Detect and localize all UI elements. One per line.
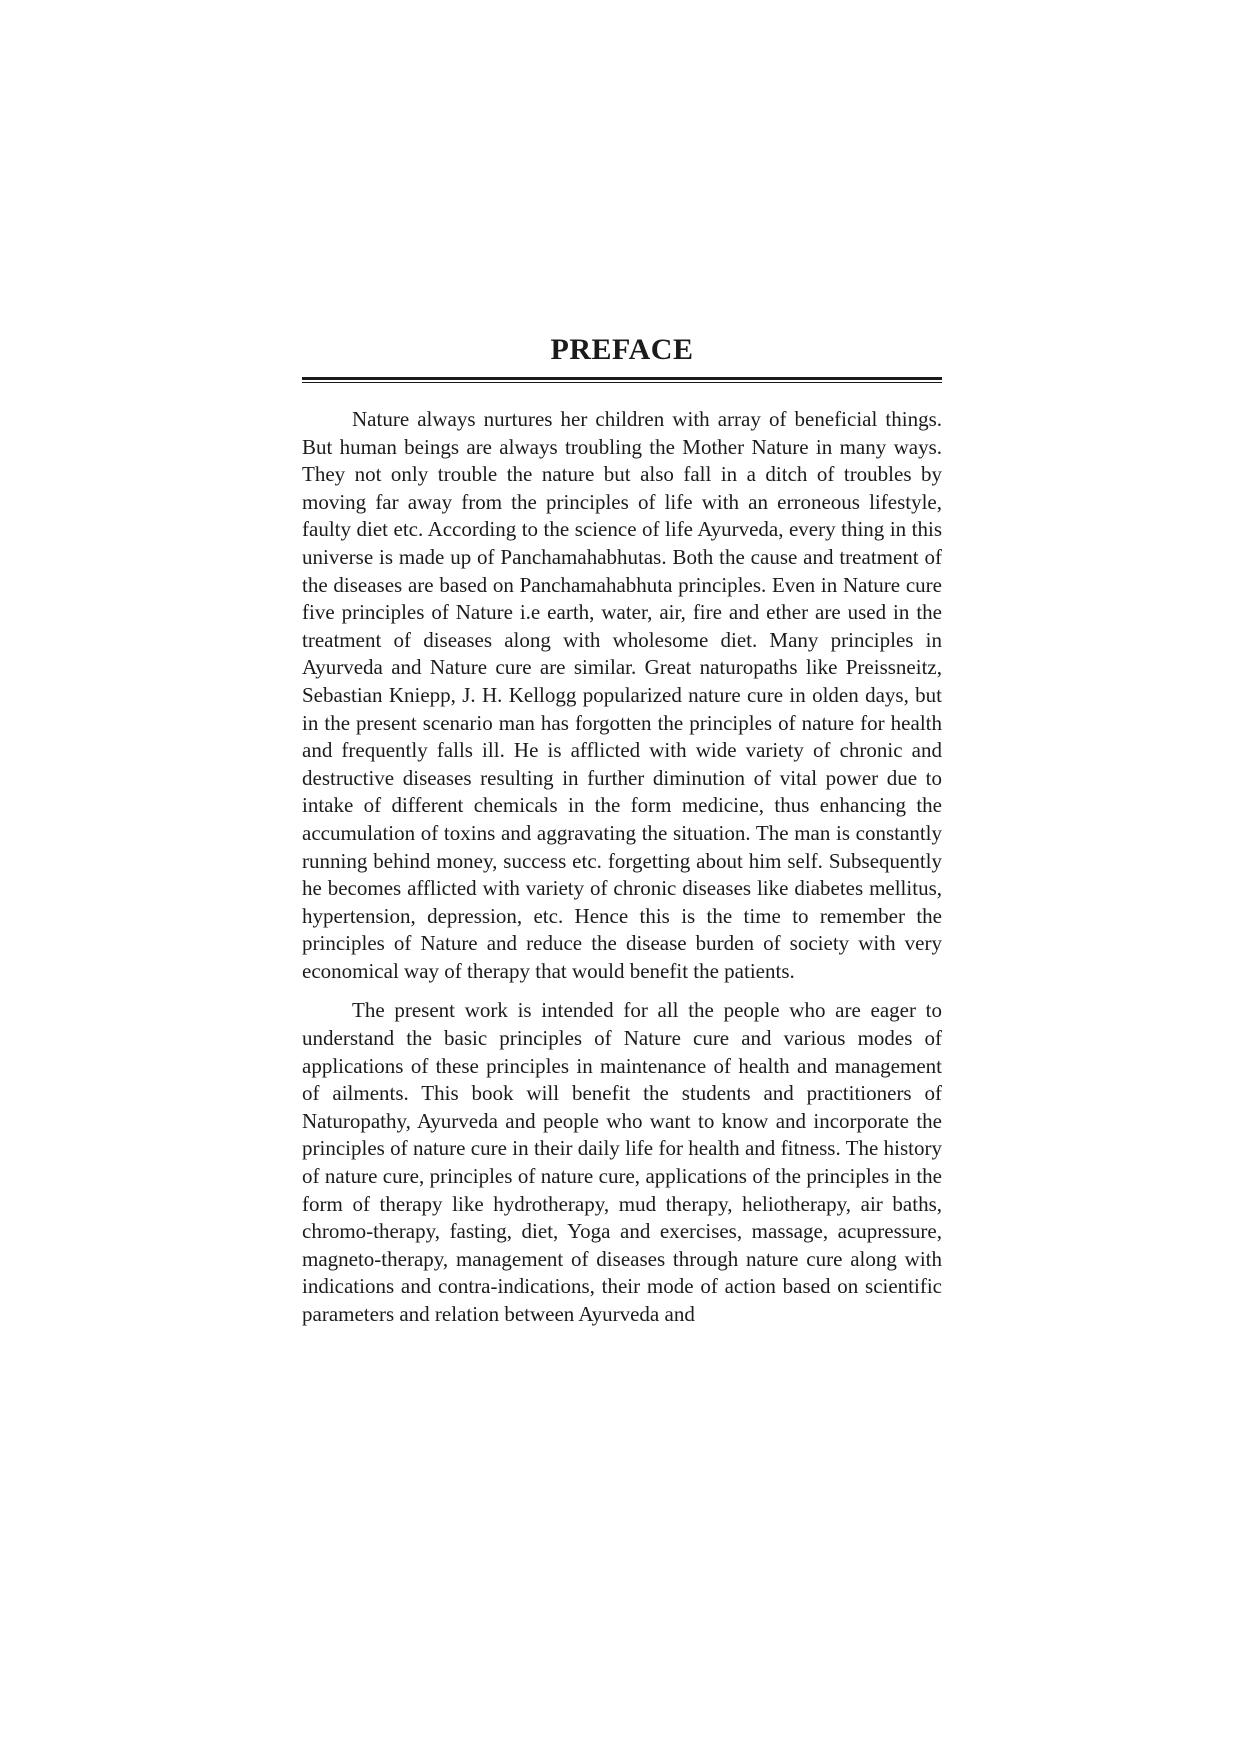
paragraph: The present work is intended for all the people who are eager to understand the basic principles of Nature cure and various modes of applications of these principles in maintenance of health and management of ailments. This book will benefit the students and practitioners of Naturopathy, Ayurveda and people who want to know and incorporate the principles of nature cure in their daily life for health and fitness. The history of nature cure, principles of nature cure, applications of the principles in the form of therapy like hydrotherapy, mud therapy, heliotherapy, air baths, chromo-therapy, fasting, diet, Yoga and exercises, massage, acupressure, magneto-therapy, management of diseases through nature cure along with indications and contra-indications, their mode of action based on scientific parameters and relation between Ayurveda and	[302, 998, 942, 1326]
page-title: PREFACE	[550, 333, 694, 366]
paragraph: Nature always nurtures her children with array of beneficial things. But human beings are always troubling the Mother Nature in many ways. They not only trouble the nature but also fall in a ditch of troubles by moving far away from the principles of life with an erroneous lifestyle, faulty diet etc. According to the science of life Ayurveda, every thing in this universe is made up of Panchamahabhutas. Both the cause and treatment of the diseases are based on Panchamahabhuta principles. Even in Nature cure five principles of Nature i.e earth, water, air, fire and ether are used in the treatment of diseases along with wholesome diet. Many principles in Ayurveda and Nature cure are similar. Great naturopaths like Preissneitz, Sebastian Kniepp, J. H. Kellogg popularized nature cure in olden days, but in the present scenario man has forgotten the principles of nature for health and frequently falls ill. He is afflicted with wide variety of chronic and destructive diseases resulting in further diminution of vital power due to intake of different chemicals in the form medicine, thus enhancing the accumulation of toxins and aggravating the situation. The man is constantly running behind money, success etc. forgetting about him self. Subsequently he becomes afflicted with variety of chronic diseases like diabetes mellitus, hypertension, depression, etc. Hence this is the time to remember the principles of Nature and reduce the disease burden of society with very economical way of therapy that would benefit the patients.	[302, 407, 942, 983]
preface-body	[302, 406, 942, 1329]
title-double-rule	[302, 377, 942, 383]
preface-section	[302, 330, 942, 1329]
